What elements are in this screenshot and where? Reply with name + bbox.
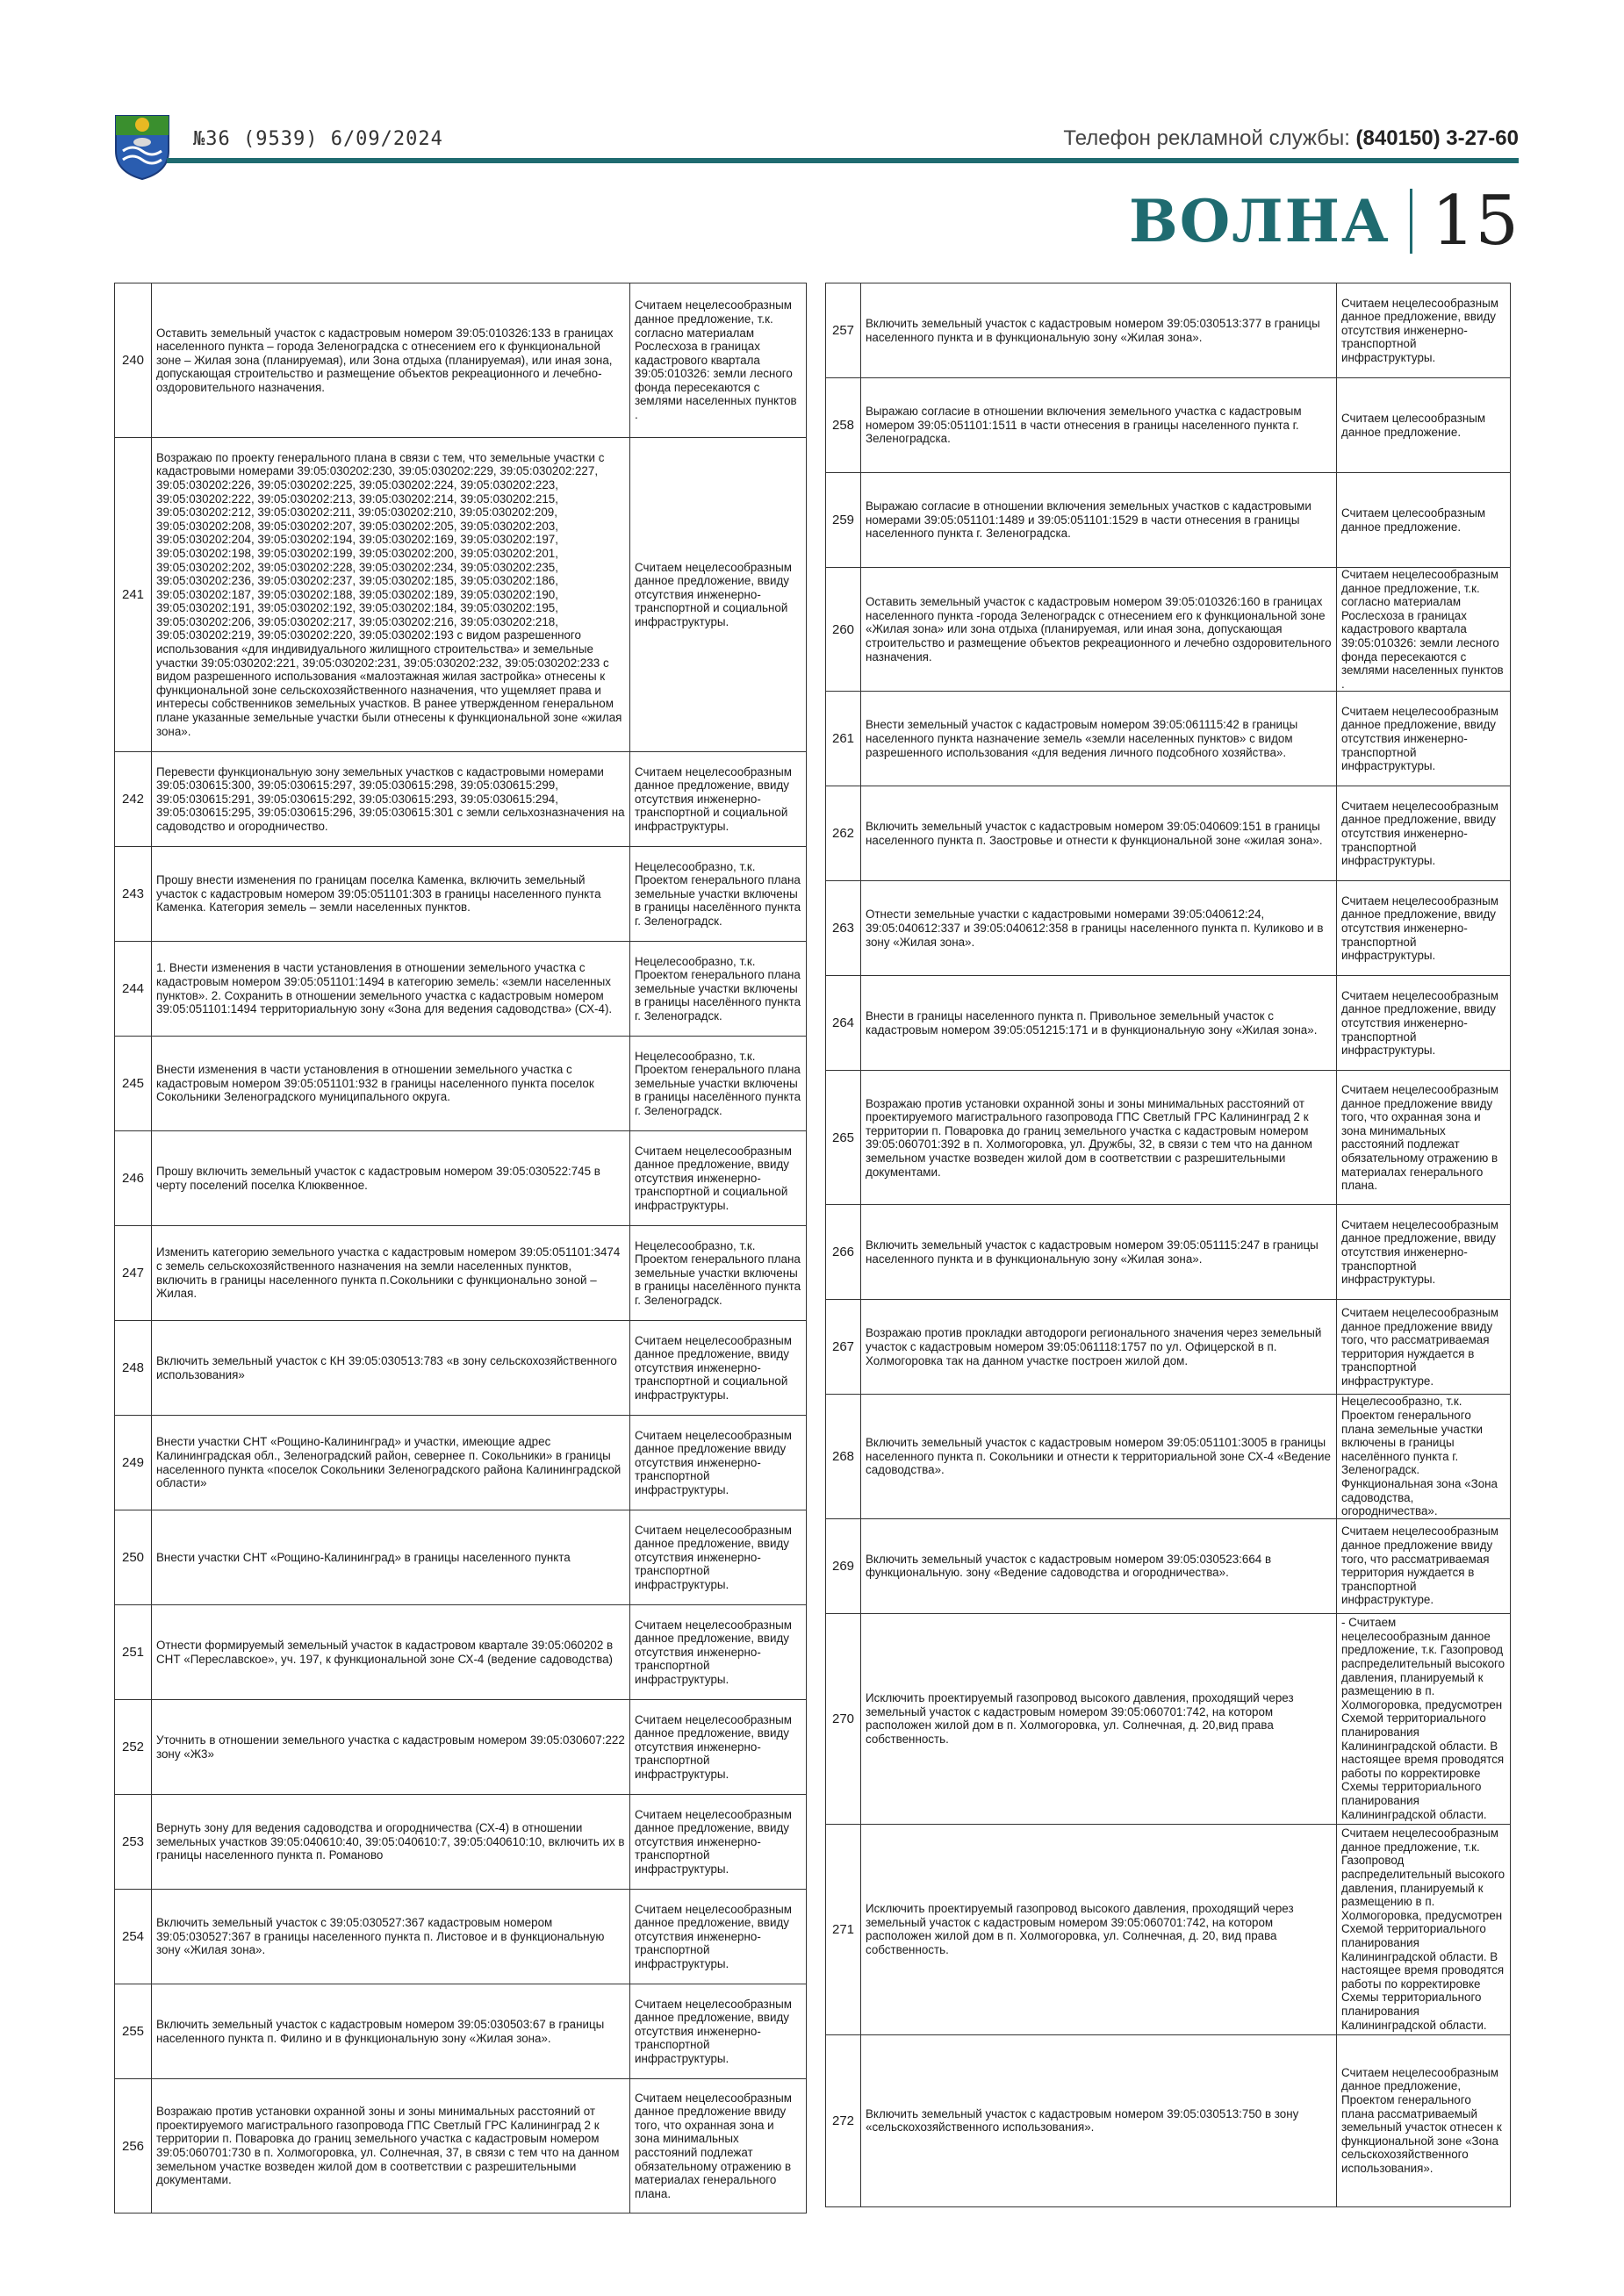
proposal-text: Исключить проектируемый газопровод высокого давления, проходящий через земельный участок с кадастровым номером 39:05:060701:742, на котором расположен жилой дом в п. Холмогоровка, ул. Солнечная, д. 20,вид права собственность.	[861, 1613, 1337, 1824]
ad-phone-label: Телефон рекламной службы:	[1063, 126, 1356, 150]
proposal-decision: Считаем нецелесообразным данное предложение, ввиду отсутствия инженерно-транспортной и социальной инфраструктуры.	[630, 1131, 807, 1226]
proposals-table-right	[825, 283, 1511, 2207]
table-row	[115, 1510, 807, 1605]
row-number: 260	[826, 568, 861, 692]
row-number: 269	[826, 1518, 861, 1613]
proposal-text: Включить земельный участок с кадастровым номером 39:05:051115:247 в границы населенного пункта и в функциональную зону «Жилая зона».	[861, 1205, 1337, 1300]
table-row	[115, 1037, 807, 1131]
table-row	[826, 2034, 1511, 2206]
row-number: 258	[826, 378, 861, 473]
proposal-text: Возражаю против прокладки автодороги регионального значения через земельный участок с кадастровым номером 39:05:061118:1757 по ул. Офицерской в п. Холмогоровка так на данном участке построен жилой дом.	[861, 1300, 1337, 1395]
row-number: 271	[826, 1824, 861, 2034]
table-row	[115, 1605, 807, 1700]
proposal-text: Включить земельный участок с кадастровым номером 39:05:030523:664 в функциональную. зону «Ведение садоводства и огородничества».	[861, 1518, 1337, 1613]
table-row	[115, 1321, 807, 1416]
table-row	[826, 1205, 1511, 1300]
proposal-text: Включить земельный участок с КН 39:05:030513:783 «в зону сельскохозяйственного использования»	[152, 1321, 630, 1416]
proposal-text: Включить земельный участок с кадастровым номером 39:05:030503:67 в границы населенного пункта п. Филино и в функциональную зону «Жилая зона».	[152, 1984, 630, 2079]
table-row	[826, 473, 1511, 568]
row-number: 266	[826, 1205, 861, 1300]
proposal-decision: Считаем нецелесообразным данное предложение, ввиду отсутствия инженерно-транспортной инфраструктуры.	[630, 1510, 807, 1605]
proposal-text: Внести земельный участок с кадастровым номером 39:05:061115:42 в границы населенного пункта назначение земель «земли населенных пунктов» с видом разрешенного использования «для ведения личного подсобного хозяйства».	[861, 692, 1337, 786]
row-number: 261	[826, 692, 861, 786]
proposal-text: 1. Внести изменения в части установления в отношении земельного участка с кадастровым номером 39:05:051101:1494 в категорию земель: «земли населенных пунктов». 2. Сохранить в отношении земельного участка с кадастровым номером 39:05:051101:1494 территориальную зону «Зона для ведения садоводства» (СХ-4).	[152, 942, 630, 1037]
table-row	[115, 1890, 807, 1984]
row-number: 242	[115, 752, 152, 847]
row-number: 272	[826, 2034, 861, 2206]
proposal-text: Оставить земельный участок с кадастровым номером 39:05:010326:133 в границах населенного пункта – города Зеленоградска с отнесением его к функциональной зоне – Жилая зона (планируемая), или Зона отдыха (планируемая), или иная зона, допускающая строительство и размещение объектов рекреационного и лечебно-оздоровительного назначения.	[152, 283, 630, 438]
proposal-decision: Считаем нецелесообразным данное предложение ввиду того, что охранная зона и зона минимальных расстояний подлежат обязательному отражению в материалах генерального плана.	[630, 2079, 807, 2213]
row-number: 267	[826, 1300, 861, 1395]
proposal-decision: Считаем целесообразным данное предложение.	[1337, 378, 1511, 473]
proposal-text: Выражаю согласие в отношении включения земельного участка с кадастровым номером 39:05:051101:1511 в части отнесения в границы населенного пункта г. Зеленоградска.	[861, 378, 1337, 473]
header-rule	[167, 158, 1519, 163]
row-number: 250	[115, 1510, 152, 1605]
row-number: 249	[115, 1416, 152, 1510]
newspaper-brand	[1128, 182, 1519, 261]
table-row	[115, 752, 807, 847]
table-row	[115, 1226, 807, 1321]
table-row	[826, 881, 1511, 976]
table-row	[115, 1795, 807, 1890]
row-number: 265	[826, 1071, 861, 1205]
proposal-text: Выражаю согласие в отношении включения земельных участков с кадастровыми номерами 39:05:051101:1489 и 39:05:051101:1529 в части отнесения в границы населенного пункта г. Зеленоградска.	[861, 473, 1337, 568]
row-number: 241	[115, 438, 152, 752]
proposal-text: Исключить проектируемый газопровод высокого давления, проходящий через земельный участок с кадастровым номером 39:05:060701:742, на котором расположен жилой дом в п. Холмогоровка, ул. Солнечная, д. 20, вид права собственность.	[861, 1824, 1337, 2034]
table-row	[826, 1300, 1511, 1395]
table-row	[826, 1395, 1511, 1518]
proposal-decision: Считаем нецелесообразным данное предложение, Проектом генерального плана рассматриваемый земельный участок отнесен к функциональной зоне «Зона сельскохозяйственного использования».	[1337, 2034, 1511, 2206]
row-number: 248	[115, 1321, 152, 1416]
table-row	[826, 1518, 1511, 1613]
row-number: 244	[115, 942, 152, 1037]
proposal-text: Вернуть зону для ведения садоводства и огородничества (СХ-4) в отношении земельных участков 39:05:040610:40, 39:05:040610:7, 39:05:040610:10, включить их в границы населенного пункта п. Романово	[152, 1795, 630, 1890]
row-number: 254	[115, 1890, 152, 1984]
proposal-decision: Считаем нецелесообразным данное предложение ввиду того, что охранная зона и зона минимальных расстояний подлежат обязательному отражению в материалах генерального плана.	[1337, 1071, 1511, 1205]
proposal-decision: Считаем нецелесообразным данное предложение ввиду отсутствия инженерно-транспортной инфраструктуры.	[630, 1416, 807, 1510]
table-row	[826, 1824, 1511, 2034]
row-number: 247	[115, 1226, 152, 1321]
proposal-text: Внести в границы населенного пункта п. Привольное земельный участок с кадастровым номером 39:05:051215:171 и в функциональную зону «Жилая зона».	[861, 976, 1337, 1071]
proposal-decision: Считаем нецелесообразным данное предложение, т.к. согласно материалам Рослесхоза в границах кадастрового квартала 39:05:010326: земли лесного фонда пересекаются с землями населенных пунктов .	[630, 283, 807, 438]
proposal-text: Отнести формируемый земельный участок в кадастровом квартале 39:05:060202 в СНТ «Переславское», уч. 197, к функциональной зоне СХ-4 (ведение садоводства)	[152, 1605, 630, 1700]
row-number: 240	[115, 283, 152, 438]
row-number: 253	[115, 1795, 152, 1890]
proposal-decision: Считаем нецелесообразным данное предложение, ввиду отсутствия инженерно-транспортной и социальной инфраструктуры.	[630, 1321, 807, 1416]
table-row	[826, 1613, 1511, 1824]
table-row	[115, 1131, 807, 1226]
proposal-text: Уточнить в отношении земельного участка с кадастровым номером 39:05:030607:222 зону «Ж3»	[152, 1700, 630, 1795]
proposal-decision: Считаем нецелесообразным данное предложение, ввиду отсутствия инженерно-транспортной инфраструктуры.	[630, 1795, 807, 1890]
proposal-decision: Считаем нецелесообразным данное предложение, т.к. Газопровод распределительный высокого давления, планируемый к размещению в п. Холмогоровка, предусмотрен Схемой территориального планирования Калининградской области. В настоящее время проводятся работы по корректировке Схемы территориального планирования Калининградской области.	[1337, 1824, 1511, 2034]
proposal-text: Внести участки СНТ «Рощино-Калининград» в границы населенного пункта	[152, 1510, 630, 1605]
proposal-decision: - Считаем нецелесообразным данное предложение, т.к. Газопровод распределительный высокого давления, планируемый к размещению в п. Холмогоровка, предусмотрен Схемой территориального планирования Калининградской области. В настоящее время проводятся работы по корректировке Схемы территориального планирования Калининградской области.	[1337, 1613, 1511, 1824]
proposal-text: Включить земельный участок с кадастровым номером 39:05:040609:151 в границы населенного пункта п. Заостровье и отнести к функциональной зоне «жилая зона».	[861, 786, 1337, 881]
proposal-text: Прошу включить земельный участок с кадастровым номером 39:05:030522:745 в черту поселений поселка Клюквенное.	[152, 1131, 630, 1226]
table-row	[826, 283, 1511, 378]
page-number: 15	[1431, 182, 1519, 261]
row-number: 262	[826, 786, 861, 881]
row-number: 264	[826, 976, 861, 1071]
table-row	[826, 568, 1511, 692]
row-number: 252	[115, 1700, 152, 1795]
proposal-text: Включить земельный участок с кадастровым номером 39:05:030513:377 в границы населенного пункта и в функциональную зону «Жилая зона».	[861, 283, 1337, 378]
issue-number: №36 (9539) 6/09/2024	[193, 128, 443, 150]
proposal-text: Включить земельный участок с 39:05:030527:367 кадастровым номером 39:05:030527:367 в границы населенного пункта п. Листовое и в функциональную зону «Жилая зона».	[152, 1890, 630, 1984]
ad-phone-number: (840150) 3-27-60	[1355, 126, 1519, 150]
proposal-decision: Нецелесообразно, т.к. Проектом генерального плана земельные участки включены в границы населённого пункта г. Зеленоградск.	[630, 847, 807, 942]
row-number: 243	[115, 847, 152, 942]
proposal-text: Внести изменения в части установления в отношении земельного участка с кадастровым номером 39:05:051101:932 в границы населенного пункта поселок Сокольники Зеленоградского муниципального округа.	[152, 1037, 630, 1131]
proposal-decision: Считаем целесообразным данное предложение.	[1337, 473, 1511, 568]
proposal-decision: Считаем нецелесообразным данное предложение, ввиду отсутствия инженерно-транспортной инфраструктуры.	[630, 1890, 807, 1984]
row-number: 256	[115, 2079, 152, 2213]
row-number: 259	[826, 473, 861, 568]
table-row	[115, 942, 807, 1037]
row-number: 257	[826, 283, 861, 378]
proposal-decision: Нецелесообразно, т.к. Проектом генерального плана земельные участки включены в границы населённого пункта г. Зеленоградск. Функциональная зона «Зона садоводства, огородничества».	[1337, 1395, 1511, 1518]
row-number: 268	[826, 1395, 861, 1518]
coat-of-arms-icon	[112, 112, 172, 181]
table-row	[115, 2079, 807, 2213]
proposal-text: Изменить категорию земельного участка с кадастровым номером 39:05:051101:3474 с земель сельскохозяйственного назначения на земли населенных пунктов, включить в границы населенного пункта п.Сокольники с функционально зоной – Жилая.	[152, 1226, 630, 1321]
proposal-decision: Нецелесообразно, т.к. Проектом генерального плана земельные участки включены в границы населённого пункта г. Зеленоградск.	[630, 1037, 807, 1131]
proposal-text: Включить земельный участок с кадастровым номером 39:05:051101:3005 в границы населенного пункта п. Сокольники и отнести к территориальной зоне СХ-4 «Ведение садоводства».	[861, 1395, 1337, 1518]
proposals-table-left	[114, 283, 807, 2213]
proposal-decision: Считаем нецелесообразным данное предложение, ввиду отсутствия инженерно-транспортной инфраструктуры.	[1337, 1205, 1511, 1300]
table-row	[826, 378, 1511, 473]
proposal-decision: Считаем нецелесообразным данное предложение, т.к. согласно материалам Рослесхоза в границах кадастрового квартала 39:05:010326: земли лесного фонда пересекаются с землями населенных пунктов .	[1337, 568, 1511, 692]
row-number: 255	[115, 1984, 152, 2079]
row-number: 246	[115, 1131, 152, 1226]
proposal-text: Оставить земельный участок с кадастровым номером 39:05:010326:160 в границах населенного пункта -города Зеленоградск с отнесением его к функциональной зоне «Жилая зона» или зона отдыха (планируемая, или иная зона, допускающая строительство и размещение объектов рекреационного и лечебно оздоровительного назначения.	[861, 568, 1337, 692]
row-number: 270	[826, 1613, 861, 1824]
table-row	[826, 1071, 1511, 1205]
brand-name: ВОЛНА	[1128, 187, 1390, 255]
proposal-decision: Нецелесообразно, т.к. Проектом генерального плана земельные участки включены в границы населённого пункта г. Зеленоградск.	[630, 1226, 807, 1321]
table-row	[115, 1984, 807, 2079]
proposal-decision: Считаем нецелесообразным данное предложение, ввиду отсутствия инженерно-транспортной инфраструктуры.	[630, 1984, 807, 2079]
proposal-decision: Считаем нецелесообразным данное предложение, ввиду отсутствия инженерно-транспортной инфраструктуры.	[1337, 283, 1511, 378]
proposal-text: Внести участки СНТ «Рощино-Калининград» и участки, имеющие адрес Калининградская обл., Зеленоградский район, севернее п. Сокольники» в границы населенного пункта «поселок Сокольники Зеленоградского района Калининградской области»	[152, 1416, 630, 1510]
proposal-decision: Нецелесообразно, т.к. Проектом генерального плана земельные участки включены в границы населённого пункта г. Зеленоградск.	[630, 942, 807, 1037]
proposal-text: Перевести функциональную зону земельных участков с кадастровыми номерами 39:05:030615:300, 39:05:030615:297, 39:05:030615:298, 39:05:030615:299, 39:05:030615:291, 39:05:030615:292, 39:05:030615:293, 39:05:030615:294, 39:05:030615:295, 39:05:030615:296, 39:05:030615:301 с земли сельхозназначения на садоводство и огородничество.	[152, 752, 630, 847]
proposal-decision: Считаем нецелесообразным данное предложение, ввиду отсутствия инженерно-транспортной инфраструктуры.	[630, 1700, 807, 1795]
ad-phone	[1063, 126, 1519, 151]
proposal-text: Прошу внести изменения по границам поселка Каменка, включить земельный участок с кадастровым номером 39:05:051101:303 в границы населенного пункта Каменка. Категория земель – земли населенных пунктов.	[152, 847, 630, 942]
table-row	[826, 786, 1511, 881]
table-row	[115, 1700, 807, 1795]
row-number: 245	[115, 1037, 152, 1131]
proposal-text: Возражаю по проекту генерального плана в связи с тем, что земельные участки с кадастровыми номерами 39:05:030202:230, 39:05:030202:229, 39:05:030202:227, 39:05:030202:226, 39:05:030202:225, 39:05:030202:224, 39:05:030202:223, 39:05:030202:222, 39:05:030202:213, 39:05:030202:214, 39:05:030202:215, 39:05:030202:212, 39:05:030202:211, 39:05:030202:210, 39:05:030202:209, 39:05:030202:208, 39:05:030202:207, 39:05:030202:205, 39:05:030202:203, 39:05:030202:204, 39:05:030202:194, 39:05:030202:169, 39:05:030202:197, 39:05:030202:198, 39:05:030202:199, 39:05:030202:200, 39:05:030202:201, 39:05:030202:202, 39:05:030202:228, 39:05:030202:234, 39:05:030202:235, 39:05:030202:236, 39:05:030202:237, 39:05:030202:185, 39:05:030202:186, 39:05:030202:187, 39:05:030202:188, 39:05:030202:189, 39:05:030202:190, 39:05:030202:191, 39:05:030202:192, 39:05:030202:184, 39:05:030202:195, 39:05:030202:206, 39:05:030202:217, 39:05:030202:216, 39:05:030202:218, 39:05:030202:219, 39:05:030202:220, 39:05:030202:193 с видом разрешенного использования «для индивидуального жилищного строительства» и земельные участки 39:05:030202:221, 39:05:030202:231, 39:05:030202:232, 39:05:030202:233 с видом разрешенного использования «малоэтажная жилая застройка» отнесены к функциональной зоне сельскохозяйственного назначения, что ущемляет права и интересы собственников земельных участков. В ранее утвержденном генеральном плане указанные земельные участки были отнесены к функциональной зоне «жилая зона».	[152, 438, 630, 752]
proposal-text: Возражаю против установки охранной зоны и зоны минимальных расстояний от проектируемого магистрального газопровода ГПС Светлый ГРС Калининград 2 к территории п. Поваровка до границ земельного участка с кадастровым номером 39:05:060701:730 в п. Холмогоровка, ул. Солнечная, 37, в связи с тем что на данном земельном участке возведен жилой дом в соответствии с разрешительными документами.	[152, 2079, 630, 2213]
proposal-decision: Считаем нецелесообразным данное предложение, ввиду отсутствия инженерно-транспортной и социальной инфраструктуры.	[630, 438, 807, 752]
proposal-decision: Считаем нецелесообразным данное предложение, ввиду отсутствия инженерно-транспортной инфраструктуры.	[1337, 881, 1511, 976]
table-row	[115, 847, 807, 942]
proposal-decision: Считаем нецелесообразным данное предложение ввиду того, что рассматриваемая территория нуждается в транспортной инфраструктуре.	[1337, 1300, 1511, 1395]
table-row	[826, 692, 1511, 786]
row-number: 251	[115, 1605, 152, 1700]
proposal-decision: Считаем нецелесообразным данное предложение, ввиду отсутствия инженерно-транспортной инфраструктуры.	[1337, 692, 1511, 786]
table-row	[115, 283, 807, 438]
table-row	[115, 438, 807, 752]
proposal-decision: Считаем нецелесообразным данное предложение, ввиду отсутствия инженерно-транспортной инфраструктуры.	[1337, 786, 1511, 881]
proposal-decision: Считаем нецелесообразным данное предложение ввиду того, что рассматриваемая территория нуждается в транспортной инфраструктуре.	[1337, 1518, 1511, 1613]
proposals-table-left-body	[115, 283, 807, 2213]
proposal-decision: Считаем нецелесообразным данное предложение, ввиду отсутствия инженерно-транспортной инфраструктуры.	[630, 1605, 807, 1700]
table-row	[826, 976, 1511, 1071]
proposals-table-right-body	[826, 283, 1511, 2207]
proposal-text: Возражаю против установки охранной зоны и зоны минимальных расстояний от проектируемого магистрального газопровода ГПС Светлый ГРС Калининград 2 к территории п. Поваровка до границ земельного участка с кадастровым номером 39:05:060701:392 в п. Холмогоровка, ул. Дружбы, 32, в связи с тем что на данном земельном участке возведен жилой дом в соответствии с разрешительными документами.	[861, 1071, 1337, 1205]
proposal-decision: Считаем нецелесообразным данное предложение, ввиду отсутствия инженерно-транспортной и социальной инфраструктуры.	[630, 752, 807, 847]
proposal-decision: Считаем нецелесообразным данное предложение, ввиду отсутствия инженерно-транспортной инфраструктуры.	[1337, 976, 1511, 1071]
proposal-text: Отнести земельные участки с кадастровыми номерами 39:05:040612:24, 39:05:040612:337 и 39:05:040612:358 в границы населенного пункта п. Куликово и в зону «Жилая зона».	[861, 881, 1337, 976]
row-number: 263	[826, 881, 861, 976]
proposal-text: Включить земельный участок с кадастровым номером 39:05:030513:750 в зону «сельскохозяйственного использования».	[861, 2034, 1337, 2206]
brand-separator	[1410, 189, 1412, 254]
table-row	[115, 1416, 807, 1510]
